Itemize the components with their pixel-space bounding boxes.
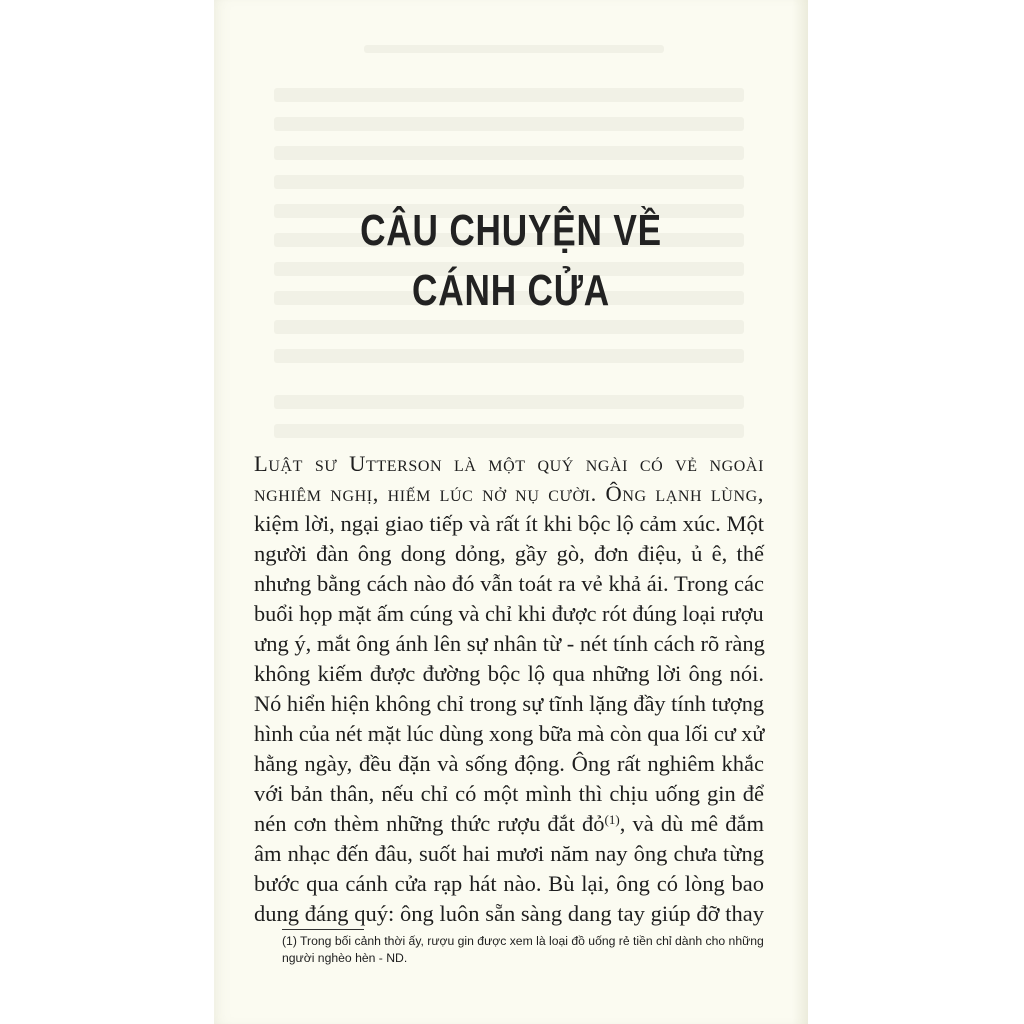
footnote-divider — [282, 929, 364, 930]
chapter-title-line-1: CÂU CHUYỆN VỀ — [360, 206, 662, 255]
footnote-line-2: người nghèo hèn - ND. — [282, 951, 408, 965]
body-line: Luật sư Utterson là một quý ngài có vẻ ngoài — [254, 451, 764, 476]
body-line: nhưng bằng cách nào đó vẫn toát ra vẻ khả ái. Trong các — [254, 570, 764, 596]
body-line: âm nhạc đến đâu, suốt hai mươi năm nay ông chưa từng — [254, 840, 764, 866]
footnote-marker: (1) — [604, 811, 620, 827]
book-page — [214, 0, 808, 1024]
body-line: hình của nét mặt lúc dùng xong bữa mà còn qua lối cư xử — [254, 720, 765, 746]
body-line-tail: , và dù mê đắm — [619, 810, 765, 836]
body-line: dung đáng quý: ông luôn sẵn sàng dang tay giúp đỡ thay — [254, 900, 764, 926]
body-line: nghiêm nghị, hiếm lúc nở nụ cười. Ông lạnh lùng, — [254, 480, 764, 506]
body-line: người đàn ông dong dỏng, gầy gò, đơn điệu, ủ ê, thế — [254, 540, 764, 566]
body-line-text: nén cơn thèm những thức rượu đắt đỏ — [254, 810, 605, 836]
body-line: không kiếm được đường bộc lộ qua những lời ông nói. — [254, 660, 764, 686]
body-line: bước qua cánh cửa rạp hát nào. Bù lại, ông có lòng bao — [254, 870, 764, 896]
body-line-with-footnote — [254, 811, 764, 837]
page-edge-shadow — [792, 0, 808, 1024]
footnote-line-1: (1) Trong bối cảnh thời ấy, rượu gin được xem là loại đồ uống rẻ tiền chỉ dành cho những — [282, 934, 764, 948]
body-line: với bản thân, nếu chỉ có một mình thì chịu uống gin để — [254, 780, 764, 806]
body-line: kiệm lời, ngại giao tiếp và rất ít khi bộc lộ cảm xúc. Một — [254, 510, 764, 536]
body-line: hằng ngày, đều đặn và sống động. Ông rất nghiêm khắc — [254, 750, 764, 776]
chapter-title-line-2: CÁNH CỬA — [412, 266, 610, 315]
body-line: ưng ý, mắt ông ánh lên sự nhân từ - nét tính cách rõ ràng — [254, 630, 765, 656]
body-line: buổi họp mặt ấm cúng và chỉ khi được rót đúng loại rượu — [254, 600, 764, 626]
body-line: Nó hiển hiện không chỉ trong sự tĩnh lặng đầy tính tượng — [254, 690, 765, 716]
